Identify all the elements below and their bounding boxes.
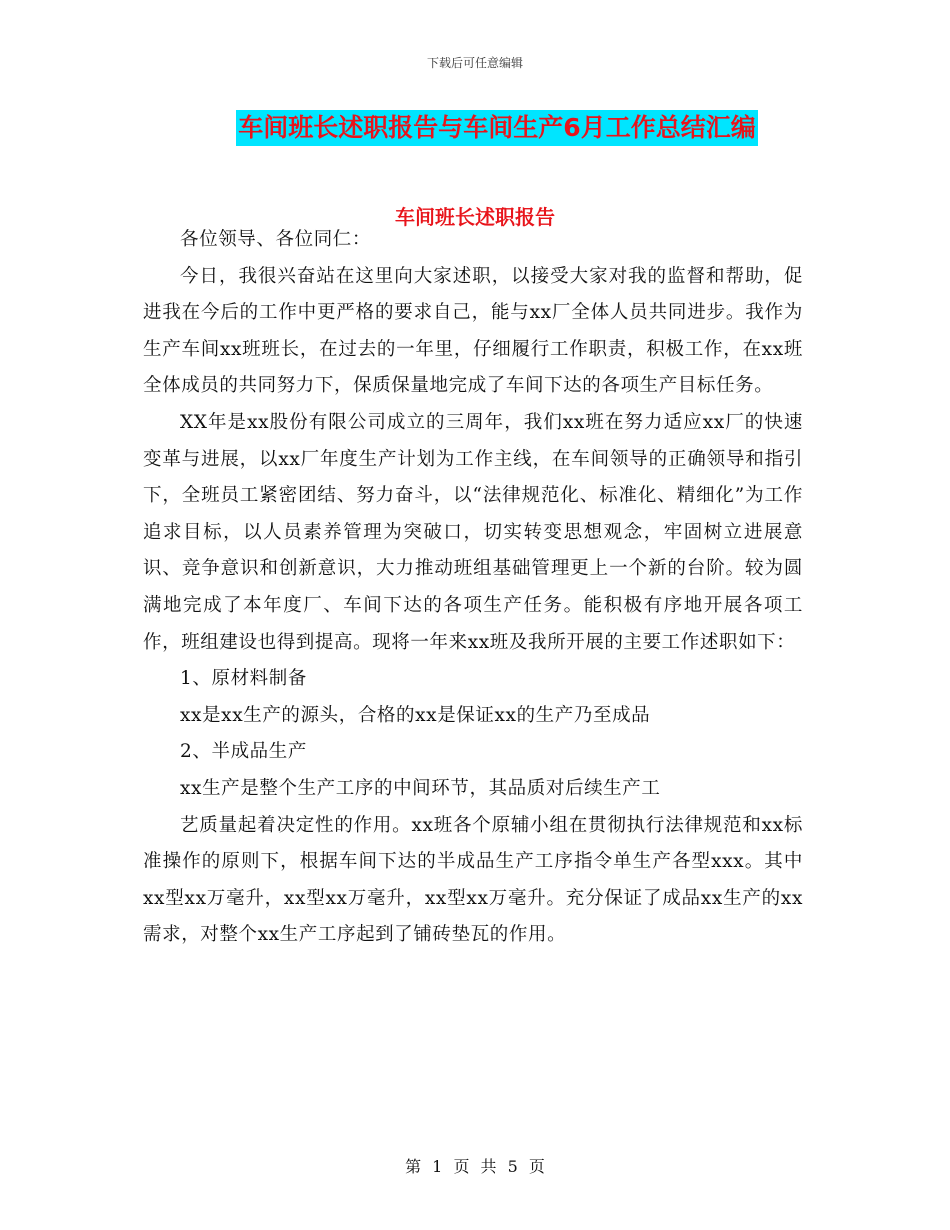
- paragraph-semi-finished-1: xx生产是整个生产工序的中间环节，其品质对后续生产工: [180, 777, 661, 799]
- header-note: 下载后可任意编辑: [426, 56, 523, 70]
- paragraph-salutation: 各位领导、各位同仁：: [180, 229, 372, 250]
- paragraph-overview: XX年是xx股份有限公司成立的三周年，我们xx班在努力适应xx厂的快速变革与进展，以xx厂年度生产计划为工作主线，在车间领导的正确领导和指引下，全班员工紧密团结、努力奋斗，以“法律规范化、标准化、精细化”为工作追求目标，以人员素养管理为突破口，切实转变思想观念，牢固树立进展意识、竞争意识和创新意识，大力推动班组基础管理更上一个新的台阶。较为圆满地完成了本年度厂、车间下达的各项生产任务。能积极有序地开展各项工作，班组建设也得到提高。现将一年来xx班及我所开展的主要工作述职如下：: [143, 411, 803, 653]
- body-text: [143, 222, 803, 954]
- page-footer: 第 1 页 共 5 页: [405, 1157, 545, 1176]
- paragraph-raw-materials: xx是xx生产的源头，合格的xx是保证xx的生产乃至成品: [180, 704, 651, 726]
- section-title: 车间班长述职报告: [395, 205, 555, 229]
- document-title-container: [0, 110, 950, 146]
- paragraph-intro: 今日，我很兴奋站在这里向大家述职，以接受大家对我的监督和帮助，促进我在今后的工作中更严格的要求自己，能与xx厂全体人员共同进步。我作为生产车间xx班班长，在过去的一年里，仔细履行工作职责，积极工作，在xx班全体成员的共同努力下，保质保量地完成了车间下达的各项生产目标任务。: [143, 265, 803, 397]
- document-title: 车间班长述职报告与车间生产6月工作总结汇编: [236, 110, 757, 146]
- heading-semi-finished: 2、半成品生产: [180, 741, 307, 763]
- paragraph-semi-finished-2: 艺质量起着决定性的作用。xx班各个原辅小组在贯彻执行法律规范和xx标准操作的原则下，根据车间下达的半成品生产工序指令单生产各型xxx。其中xx型xx万毫升，xx型xx万毫升，xx型xx万毫升。充分保证了成品xx生产的xx需求，对整个xx生产工序起到了铺砖垫瓦的作用。: [143, 814, 803, 946]
- heading-raw-materials: 1、原材料制备: [180, 668, 307, 690]
